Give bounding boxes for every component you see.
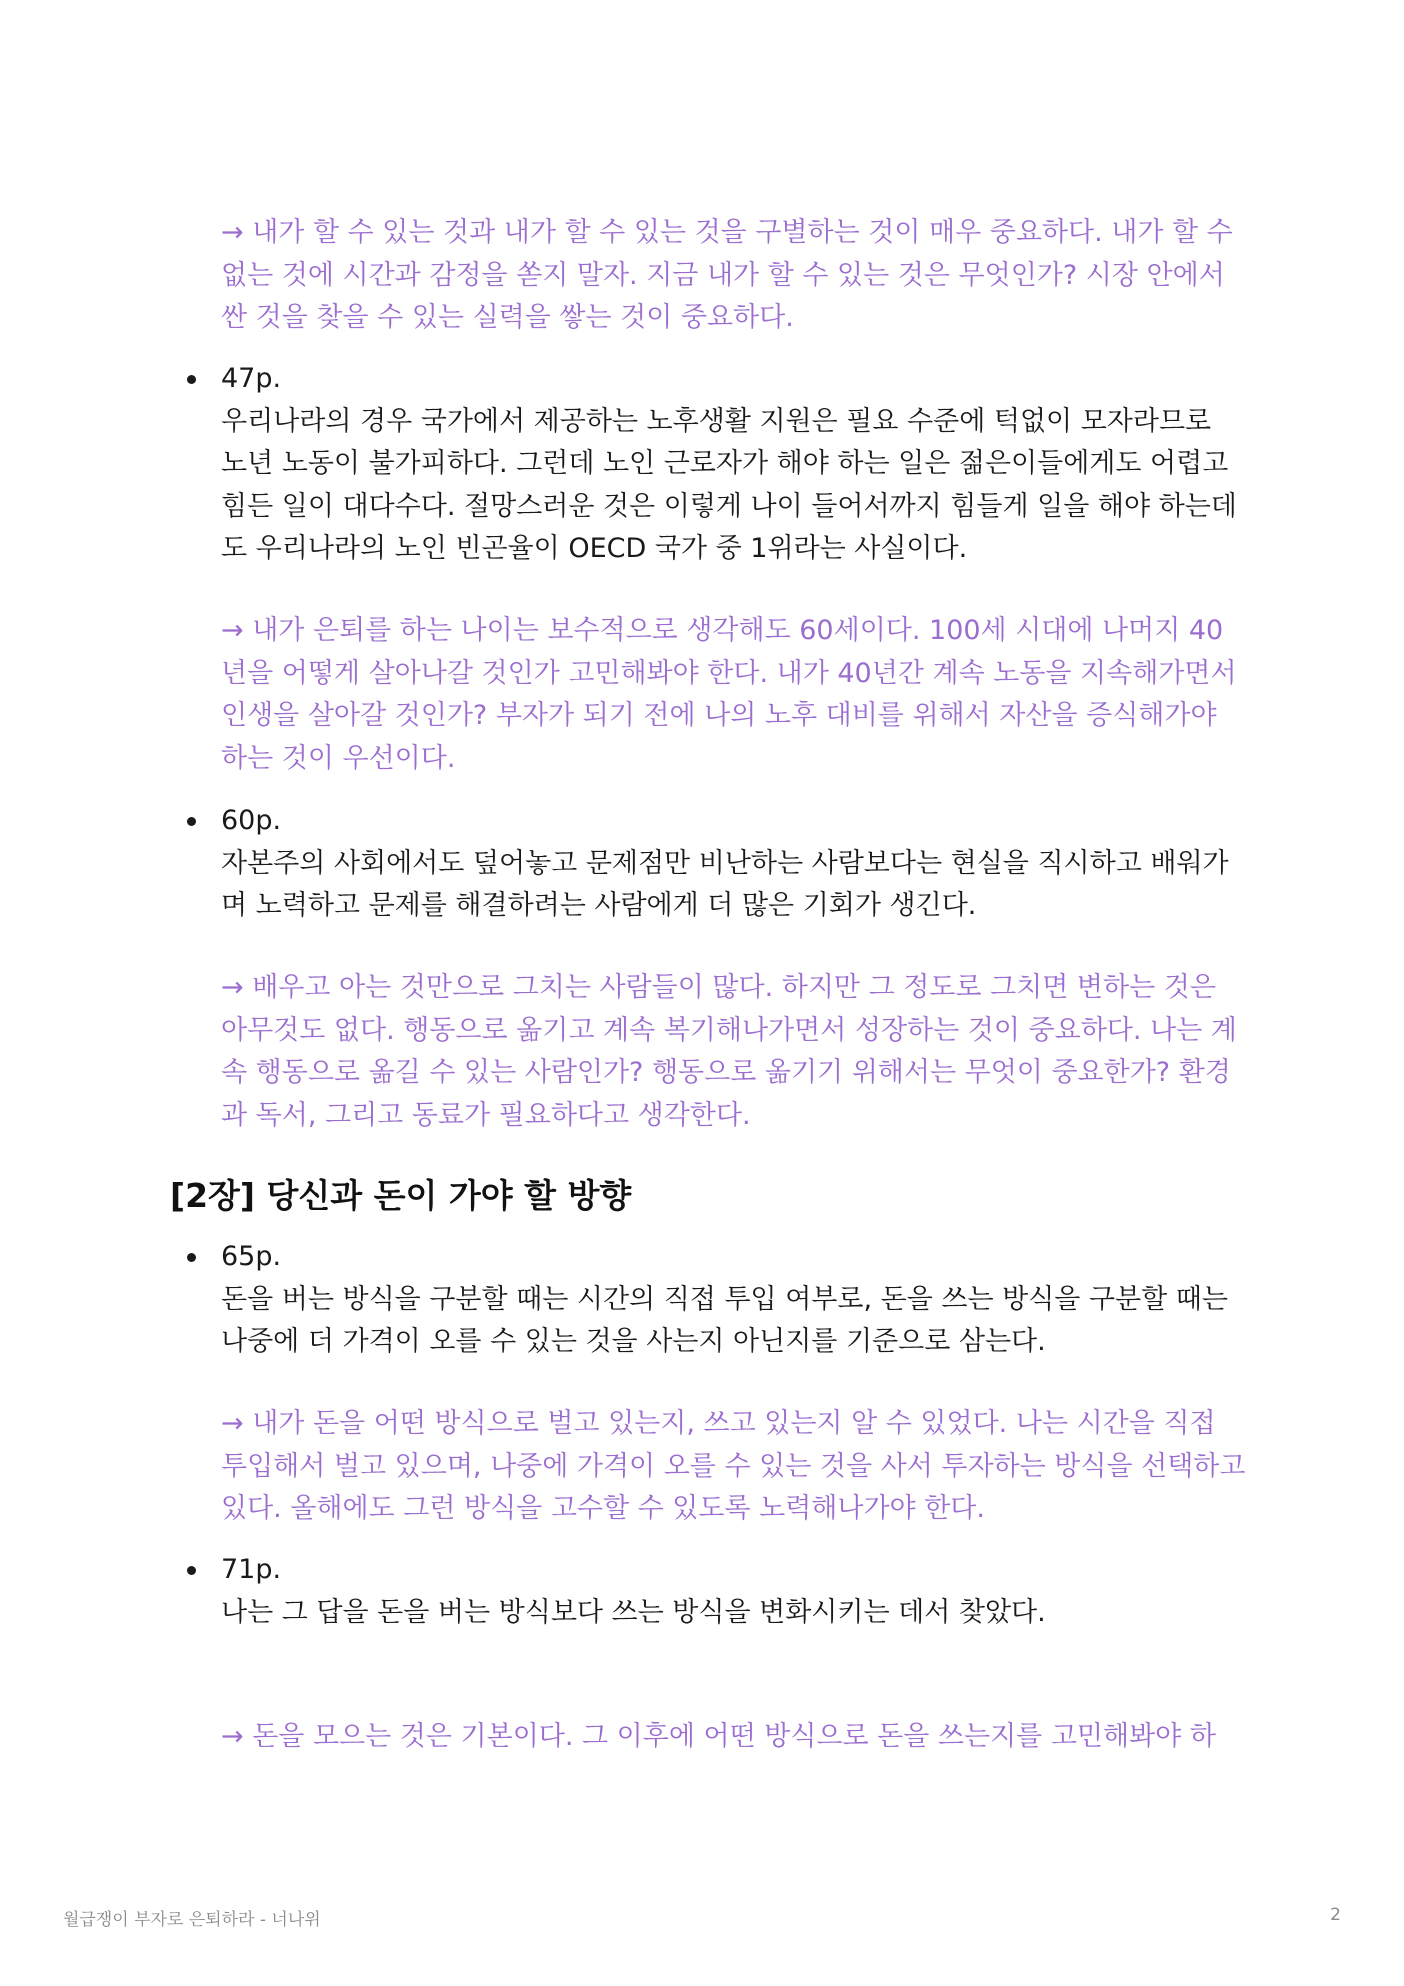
text-line: 도 우리나라의 노인 빈곤율이 OECD 국가 중 1위라는 사실이다. [221,533,968,564]
reflection-65p [221,1403,1246,1531]
text-line: 년을 어떻게 살아나갈 것인가 고민해봐야 한다. 내가 40년간 계속 노동을 지속해가면서 [221,657,1237,689]
text-line: 우리나라의 경우 국가에서 제공하는 노후생활 지원은 필요 수준에 턱없이 모자라므로 [221,405,1212,437]
text-line: 과 독서, 그리고 동료가 필요하다고 생각한다. [221,1099,751,1131]
text-line: → 내가 돈을 어떤 방식으로 벌고 있는지, 쓰고 있는지 알 수 있었다. 나는 시간을 직접 [221,1408,1216,1439]
list-item-60p [221,800,1241,928]
bullet-icon [187,375,196,384]
text-line: 돈을 버는 방식을 구분할 때는 시간의 직접 투입 여부로, 돈을 쓰는 방식을 구분할 때는 [221,1283,1228,1315]
text-line: 싼 것을 찾을 수 있는 실력을 쌓는 것이 중요하다. [221,302,794,333]
text-line: 있다. 올해에도 그런 방식을 고수할 수 있도록 노력해나가야 한다. [221,1493,985,1524]
bullet-icon [187,1566,196,1575]
text-line: 노년 노동이 불가피하다. 그런데 노인 근로자가 해야 하는 일은 젊은이들에게도 어렵고 [221,448,1229,479]
text-line: 속 행동으로 옮길 수 있는 사람인가? 행동으로 옮기기 위해서는 무엇이 중요한가? 환경 [221,1057,1231,1088]
reflection-71p [221,1716,1241,1759]
text-line: 하는 것이 우선이다. [221,742,456,774]
page-reference: 71p. [221,1554,282,1585]
page-reference: 60p. [221,805,282,836]
bullet-icon [187,817,196,826]
reflection-intro [221,212,1241,340]
page-reference: 65p. [221,1241,282,1272]
text-line: 나중에 더 가격이 오를 수 있는 것을 사는지 아닌지를 기준으로 삼는다. [221,1326,1046,1357]
reflection-60p [221,967,1241,1137]
text-line: 자본주의 사회에서도 덮어놓고 문제점만 비난하는 사람보다는 현실을 직시하고 배워가 [221,847,1229,879]
text-line: 인생을 살아갈 것인가? 부자가 되기 전에 나의 노후 대비를 위해서 자산을 증식해가야 [221,700,1217,731]
page-reference: 47p. [221,363,282,394]
list-item-47p [221,358,1241,571]
text-line: 없는 것에 시간과 감정을 쏟지 말자. 지금 내가 할 수 있는 것은 무엇인가? 시장 안에서 [221,259,1225,291]
bullet-icon [187,1253,196,1262]
text-line: 나는 그 답을 돈을 버는 방식보다 쓰는 방식을 변화시키는 데서 찾았다. [221,1596,1046,1628]
text-line: 며 노력하고 문제를 해결하려는 사람에게 더 많은 기회가 생긴다. [221,890,977,921]
footer-page-number: 2 [1330,1905,1341,1925]
section-heading: [2장] 당신과 돈이 가야 할 방향 [170,1176,632,1215]
reflection-47p [221,610,1241,780]
footer-document-title: 월급쟁이 부자로 은퇴하라 - 너나위 [63,1910,321,1930]
list-item-71p [221,1549,1241,1634]
text-line: 투입해서 벌고 있으며, 나중에 가격이 오를 수 있는 것을 사서 투자하는 방식을 선택하고 [221,1450,1246,1482]
text-line: 아무것도 없다. 행동으로 옮기고 계속 복기해나가면서 성장하는 것이 중요하다. 나는 계 [221,1014,1237,1046]
text-line: → 내가 은퇴를 하는 나이는 보수적으로 생각해도 60세이다. 100세 시대에 나머지 40 [221,615,1224,646]
text-line: 힘든 일이 대다수다. 절망스러운 것은 이렇게 나이 들어서까지 힘들게 일을 해야 하는데 [221,490,1237,522]
text-line: → 내가 할 수 있는 것과 내가 할 수 있는 것을 구별하는 것이 매우 중요하다. 내가 할 수 [221,217,1233,248]
text-line: → 돈을 모으는 것은 기본이다. 그 이후에 어떤 방식으로 돈을 쓰는지를 고민해봐야 하 [221,1721,1216,1752]
text-line: → 배우고 아는 것만으로 그치는 사람들이 많다. 하지만 그 정도로 그치면 변하는 것은 [221,972,1216,1003]
list-item-65p [221,1236,1241,1364]
